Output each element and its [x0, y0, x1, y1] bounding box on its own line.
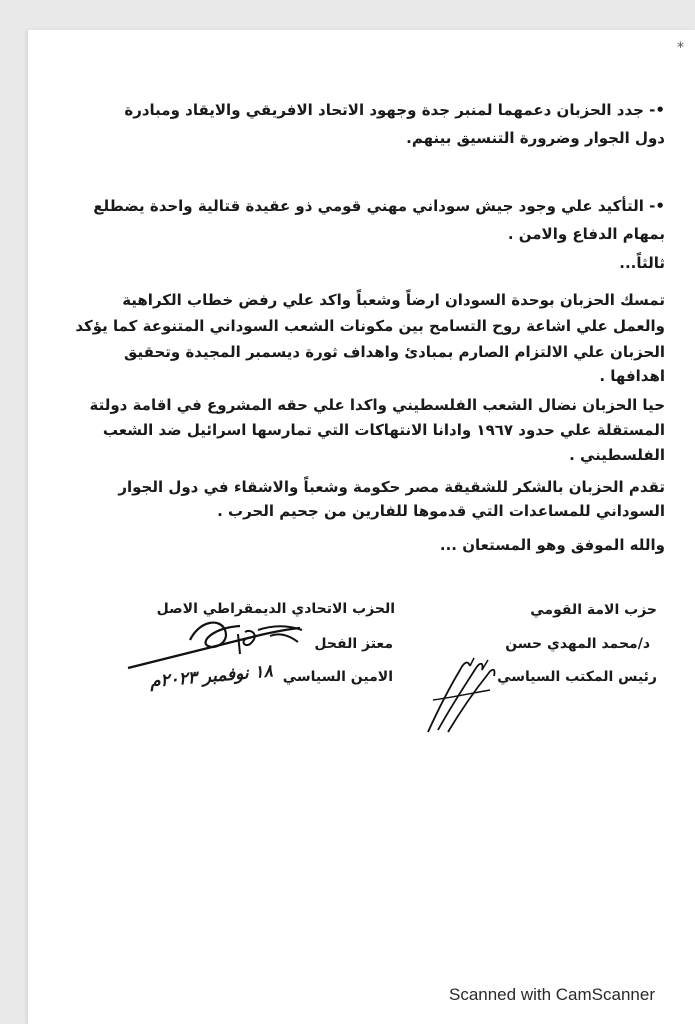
section-heading: ثالثاً... [619, 254, 665, 272]
right-handwritten-signature [418, 650, 508, 740]
left-handwritten-date: ١٨ نوفمبر ٢٠٢٣م [149, 661, 274, 692]
corner-mark: * [677, 40, 684, 56]
paragraph-2-text: التأكيد علي وجود جيش سوداني مهني قومي ذو عقيدة قتالية واحدة يضطلع [93, 197, 644, 215]
right-party-name: حزب الامة القومي [530, 602, 657, 618]
bullet-marker: •- [649, 101, 665, 119]
camscanner-watermark: Scanned with CamScanner [448, 985, 655, 1004]
paragraph-4-line-1: حيا الحزبان نضال الشعب الفلسطيني واكدا علي حقه المشروع في اقامة دولتة [89, 396, 665, 414]
paragraph-3-line-3: الحزبان علي الالتزام الصارم بمبادئ واهداف ثورة ديسمبر المجيدة وتحقيق [124, 343, 665, 361]
paragraph-3-line-1: تمسك الحزبان بوحدة السودان ارضاً وشعباً واكد علي رفض خطاب الكراهية [122, 291, 665, 309]
paragraph-1-line-2: دول الجوار وضرورة التنسيق بينهم. [406, 129, 665, 147]
paragraph-4-line-2: المستقلة علي حدود ١٩٦٧ وادانا الانتهاكات التي تمارسها اسرائيل ضد الشعب [102, 421, 665, 439]
left-party-name: الحزب الاتحادي الديمقراطي الاصل [156, 601, 395, 617]
paragraph-3-line-2: والعمل علي اشاعة روح التسامح بين مكونات الشعب السوداني المتنوعة كما يؤكد [75, 317, 665, 335]
left-signatory-title: الامين السياسي [282, 669, 393, 685]
right-signatory-name: د/محمد المهدي حسن [505, 636, 650, 652]
left-signatory-name: معتز الفحل [314, 636, 393, 652]
paragraph-5-line-2: السوداني للمساعدات التي قدموها للفارين من جحيم الحرب . [217, 502, 665, 520]
paragraph-2-line-1 [93, 194, 665, 219]
right-signatory-title: رئيس المكتب السياسي [497, 669, 657, 685]
paragraph-1-line-1 [124, 98, 665, 123]
bullet-marker: •- [649, 197, 665, 215]
closing-line: والله الموفق وهو المستعان ... [439, 536, 665, 554]
document-page [28, 30, 695, 1024]
paragraph-3-line-4: اهدافها . [599, 367, 665, 385]
paragraph-4-line-3: الفلسطيني . [569, 446, 665, 464]
paragraph-2-line-2: بمهام الدفاع والامن . [507, 225, 665, 243]
paragraph-1-text: جدد الحزبان دعمهما لمنبر جدة وجهود الاتحاد الافريقي والايقاد ومبادرة [124, 101, 644, 119]
paragraph-5-line-1: تقدم الحزبان بالشكر للشقيقة مصر حكومة وشعباً والاشقاء في دول الجوار [118, 478, 665, 496]
